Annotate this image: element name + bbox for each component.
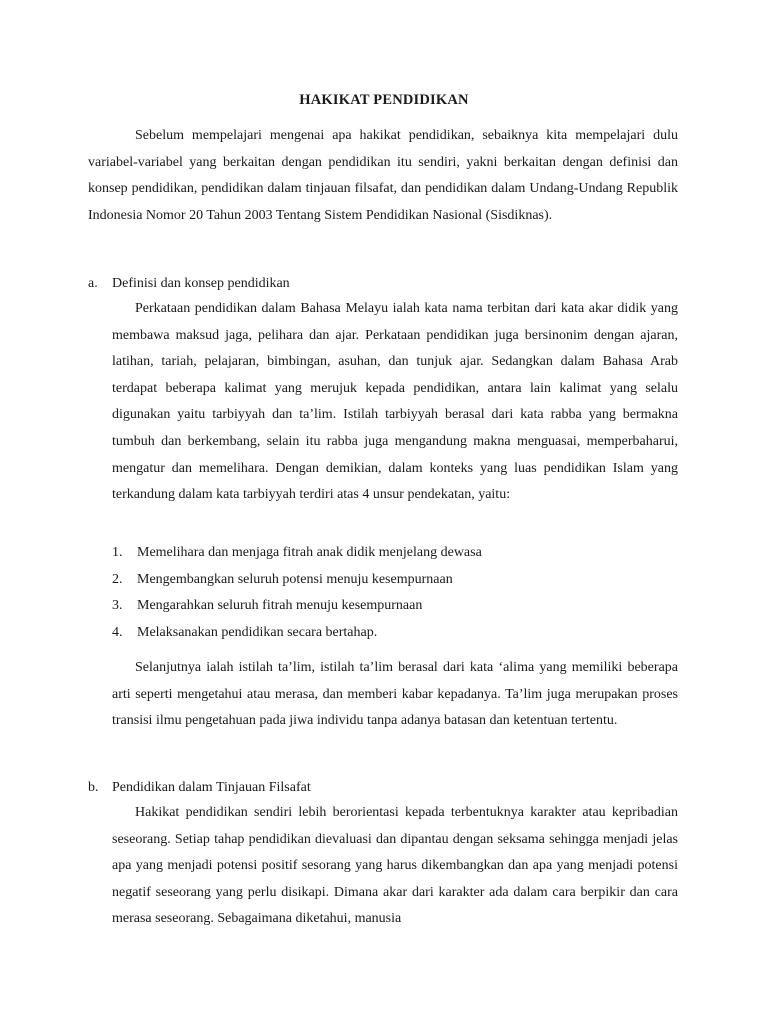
section-a-heading-text: Definisi dan konsep pendidikan xyxy=(112,276,290,291)
list-item xyxy=(112,620,678,647)
list-item-number: 1. xyxy=(112,545,123,560)
section-a-paragraph-1: Perkataan pendidikan dalam Bahasa Melayu ialah kata nama terbitan dari kata akar didik yang membawa maksud jaga, pelihara dan ajar. Perkataan pendidikan juga bersinonim dengan ajaran, latihan, tariah, pelajaran, bimbingan, asuhan, dan tunjuk ajar. Sedangkan dalam Bahasa Arab terdapat beberapa kalimat yang merujuk kepada pendidikan, antara lain kalimat yang selalu digunakan yaitu tarbiyyah dan ta’lim. Istilah tarbiyyah berasal dari kata rabba yang bermakna tumbuh dan berkembang, selain itu rabba juga mengandung makna menguasai, memperbaharui, mengatur dan memelihara. Dengan demikian, dalam konteks yang luas pendidikan Islam yang terkandung dalam kata tarbiyyah terdiri atas 4 unsur pendekatan, yaitu: xyxy=(112,301,678,503)
list-item-number: 3. xyxy=(112,598,123,614)
section-a-paragraph-2: Selanjutnya ialah istilah ta’lim, istilah ta’lim berasal dari kata ‘alima yang memiliki beberapa arti seperti mengetahui atau merasa, dan memberi kabar kepadanya. Ta’lim juga merupakan proses transisi ilmu pengetahuan pada jiwa individu tanpa adanya batasan dan ketentuan tertentu. xyxy=(112,660,678,729)
list-item-text: Mengarahkan seluruh fitrah menuju kesempurnaan xyxy=(137,598,423,614)
list-item xyxy=(112,540,678,567)
document-title: HAKIKAT PENDIDIKAN xyxy=(299,92,469,108)
section-b-heading-text: Pendidikan dalam Tinjauan Filsafat xyxy=(112,780,311,795)
section-b-marker: b. xyxy=(88,780,99,795)
section-a-marker: a. xyxy=(88,276,98,291)
list-item-number: 4. xyxy=(112,624,123,640)
list-item xyxy=(112,593,678,620)
list-item-number: 2. xyxy=(112,571,123,587)
list-item xyxy=(112,567,678,594)
list-item-text: Mengembangkan seluruh potensi menuju kesempurnaan xyxy=(137,571,453,587)
intro-paragraph: Sebelum mempelajari mengenai apa hakikat pendidikan, sebaiknya kita mempelajari dulu variabel-variabel yang berkaitan dengan pendidikan itu sendiri, yakni berkaitan dengan definisi dan konsep pendidikan, pendidikan dalam tinjauan filsafat, dan pendidikan dalam Undang-Undang Republik Indonesia Nomor 20 Tahun 2003 Tentang Sistem Pendidikan Nasional (Sisdiknas). xyxy=(88,128,678,223)
list-item-text: Memelihara dan menjaga fitrah anak didik menjelang dewasa xyxy=(137,545,482,560)
list-item-text: Melaksanakan pendidikan secara bertahap. xyxy=(137,624,378,640)
tarbiyyah-elements-list xyxy=(112,540,678,646)
section-b-paragraph-1: Hakikat pendidikan sendiri lebih berorientasi kepada terbentuknya karakter atau kepribadian seseorang. Setiap tahap pendidikan dievaluasi dan dipantau dengan seksama sehingga menjadi jelas apa yang menjadi potensi positif sesorang yang harus dikembangkan dan apa yang menjadi potensi negatif seseorang yang perlu disikapi. Dimana akar dari karakter ada dalam cara berpikir dan cara merasa seseorang. Sebagaimana diketahui, manusia xyxy=(112,805,678,927)
